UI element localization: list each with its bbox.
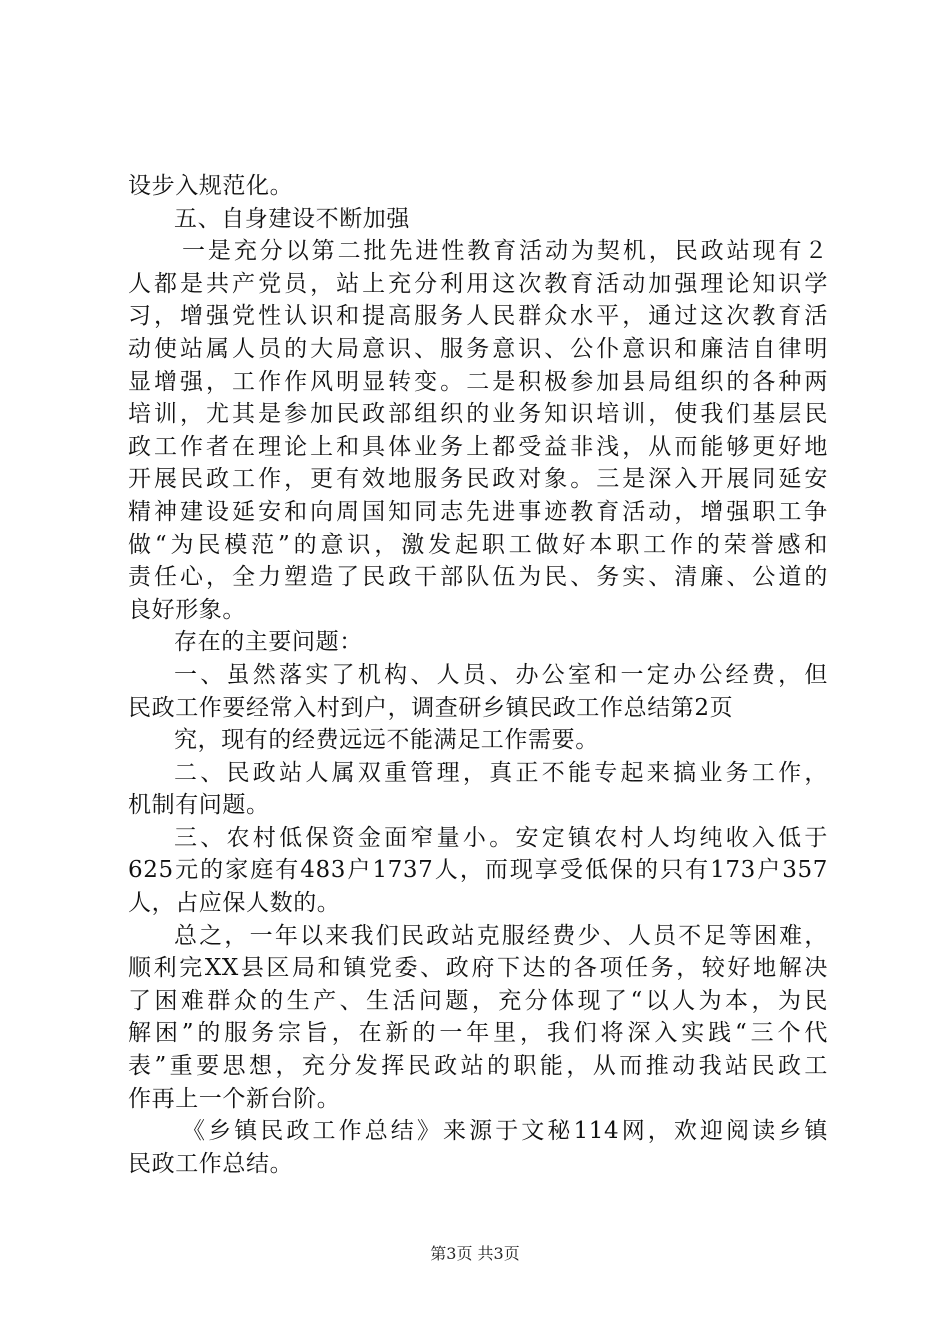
text-line: 了困难群众的生产、生活问题，充分体现了“以人为本，为民 (128, 987, 828, 1014)
text-line: 究，现有的经费远远不能满足工作需要。 (174, 727, 599, 754)
text-line: 表”重要思想，充分发挥民政站的职能，从而推动我站民政工 (128, 1053, 828, 1080)
text-line: 人都是共产党员，站上充分利用这次教育活动加强理论知识学 (128, 270, 828, 297)
text-line: 625元的家庭有483户1737人，而现享受低保的只有173户357 (128, 857, 828, 884)
text-line: 《乡镇民政工作总结》来源于文秘114网，欢迎阅读乡镇 (182, 1118, 828, 1145)
text-line: 动使站属人员的大局意识、服务意识、公仆意识和廉洁自律明 (128, 335, 828, 362)
text-line: 机制有问题。 (128, 792, 270, 819)
text-line: 人，占应保人数的。 (128, 890, 341, 917)
text-line: 设步入规范化。 (128, 173, 294, 199)
text-line: 民政工作总结。 (128, 1150, 294, 1177)
text-line: 存在的主要问题： (174, 629, 363, 656)
text-line: 民政工作要经常入村到户，调查研乡镇民政工作总结第2页 (128, 694, 734, 721)
text-line: 一、虽然落实了机构、人员、办公室和一定办公经费，但 (174, 661, 828, 688)
text-line: 做“为民模范”的意识，激发起职工做好本职工作的荣誉感和 (128, 531, 828, 558)
text-line: 五、自身建设不断加强 (174, 205, 410, 232)
text-line: 显增强，工作作风明显转变。二是积极参加县局组织的各种两 (128, 368, 828, 395)
text-line: 责任心，全力塑造了民政干部队伍为民、务实、清廉、公道的 (128, 564, 828, 591)
text-line: 一是充分以第二批先进性教育活动为契机，民政站现有２ (182, 238, 828, 265)
text-line: 良好形象。 (128, 596, 246, 623)
text-line: 政工作者在理论上和具体业务上都受益非浅，从而能够更好地 (128, 433, 828, 460)
text-line: 开展民政工作，更有效地服务民政对象。三是深入开展同延安 (128, 466, 828, 493)
text-line: 培训，尤其是参加民政部组织的业务知识培训，使我们基层民 (128, 401, 828, 428)
text-line: 二、民政站人属双重管理，真正不能专起来搞业务工作， (174, 759, 828, 786)
text-line: 习，增强党性认识和提高服务人民群众水平，通过这次教育活 (128, 303, 828, 330)
text-line: 总之，一年以来我们民政站克服经费少、人员不足等困难， (174, 922, 828, 949)
text-line: 三、农村低保资金面窄量小。安定镇农村人均纯收入低于 (174, 824, 828, 851)
text-line: 解困”的服务宗旨，在新的一年里，我们将深入实践“三个代 (128, 1020, 828, 1047)
text-line: 精神建设延安和向周国知同志先进事迹教育活动，增强职工争 (128, 498, 828, 525)
text-line: 作再上一个新台阶。 (128, 1085, 341, 1112)
document-body (128, 170, 828, 1180)
text-line: 顺利完XX县区局和镇党委、政府下达的各项任务，较好地解决 (128, 955, 828, 982)
page-footer: 第3页 共3页 (430, 1244, 520, 1263)
